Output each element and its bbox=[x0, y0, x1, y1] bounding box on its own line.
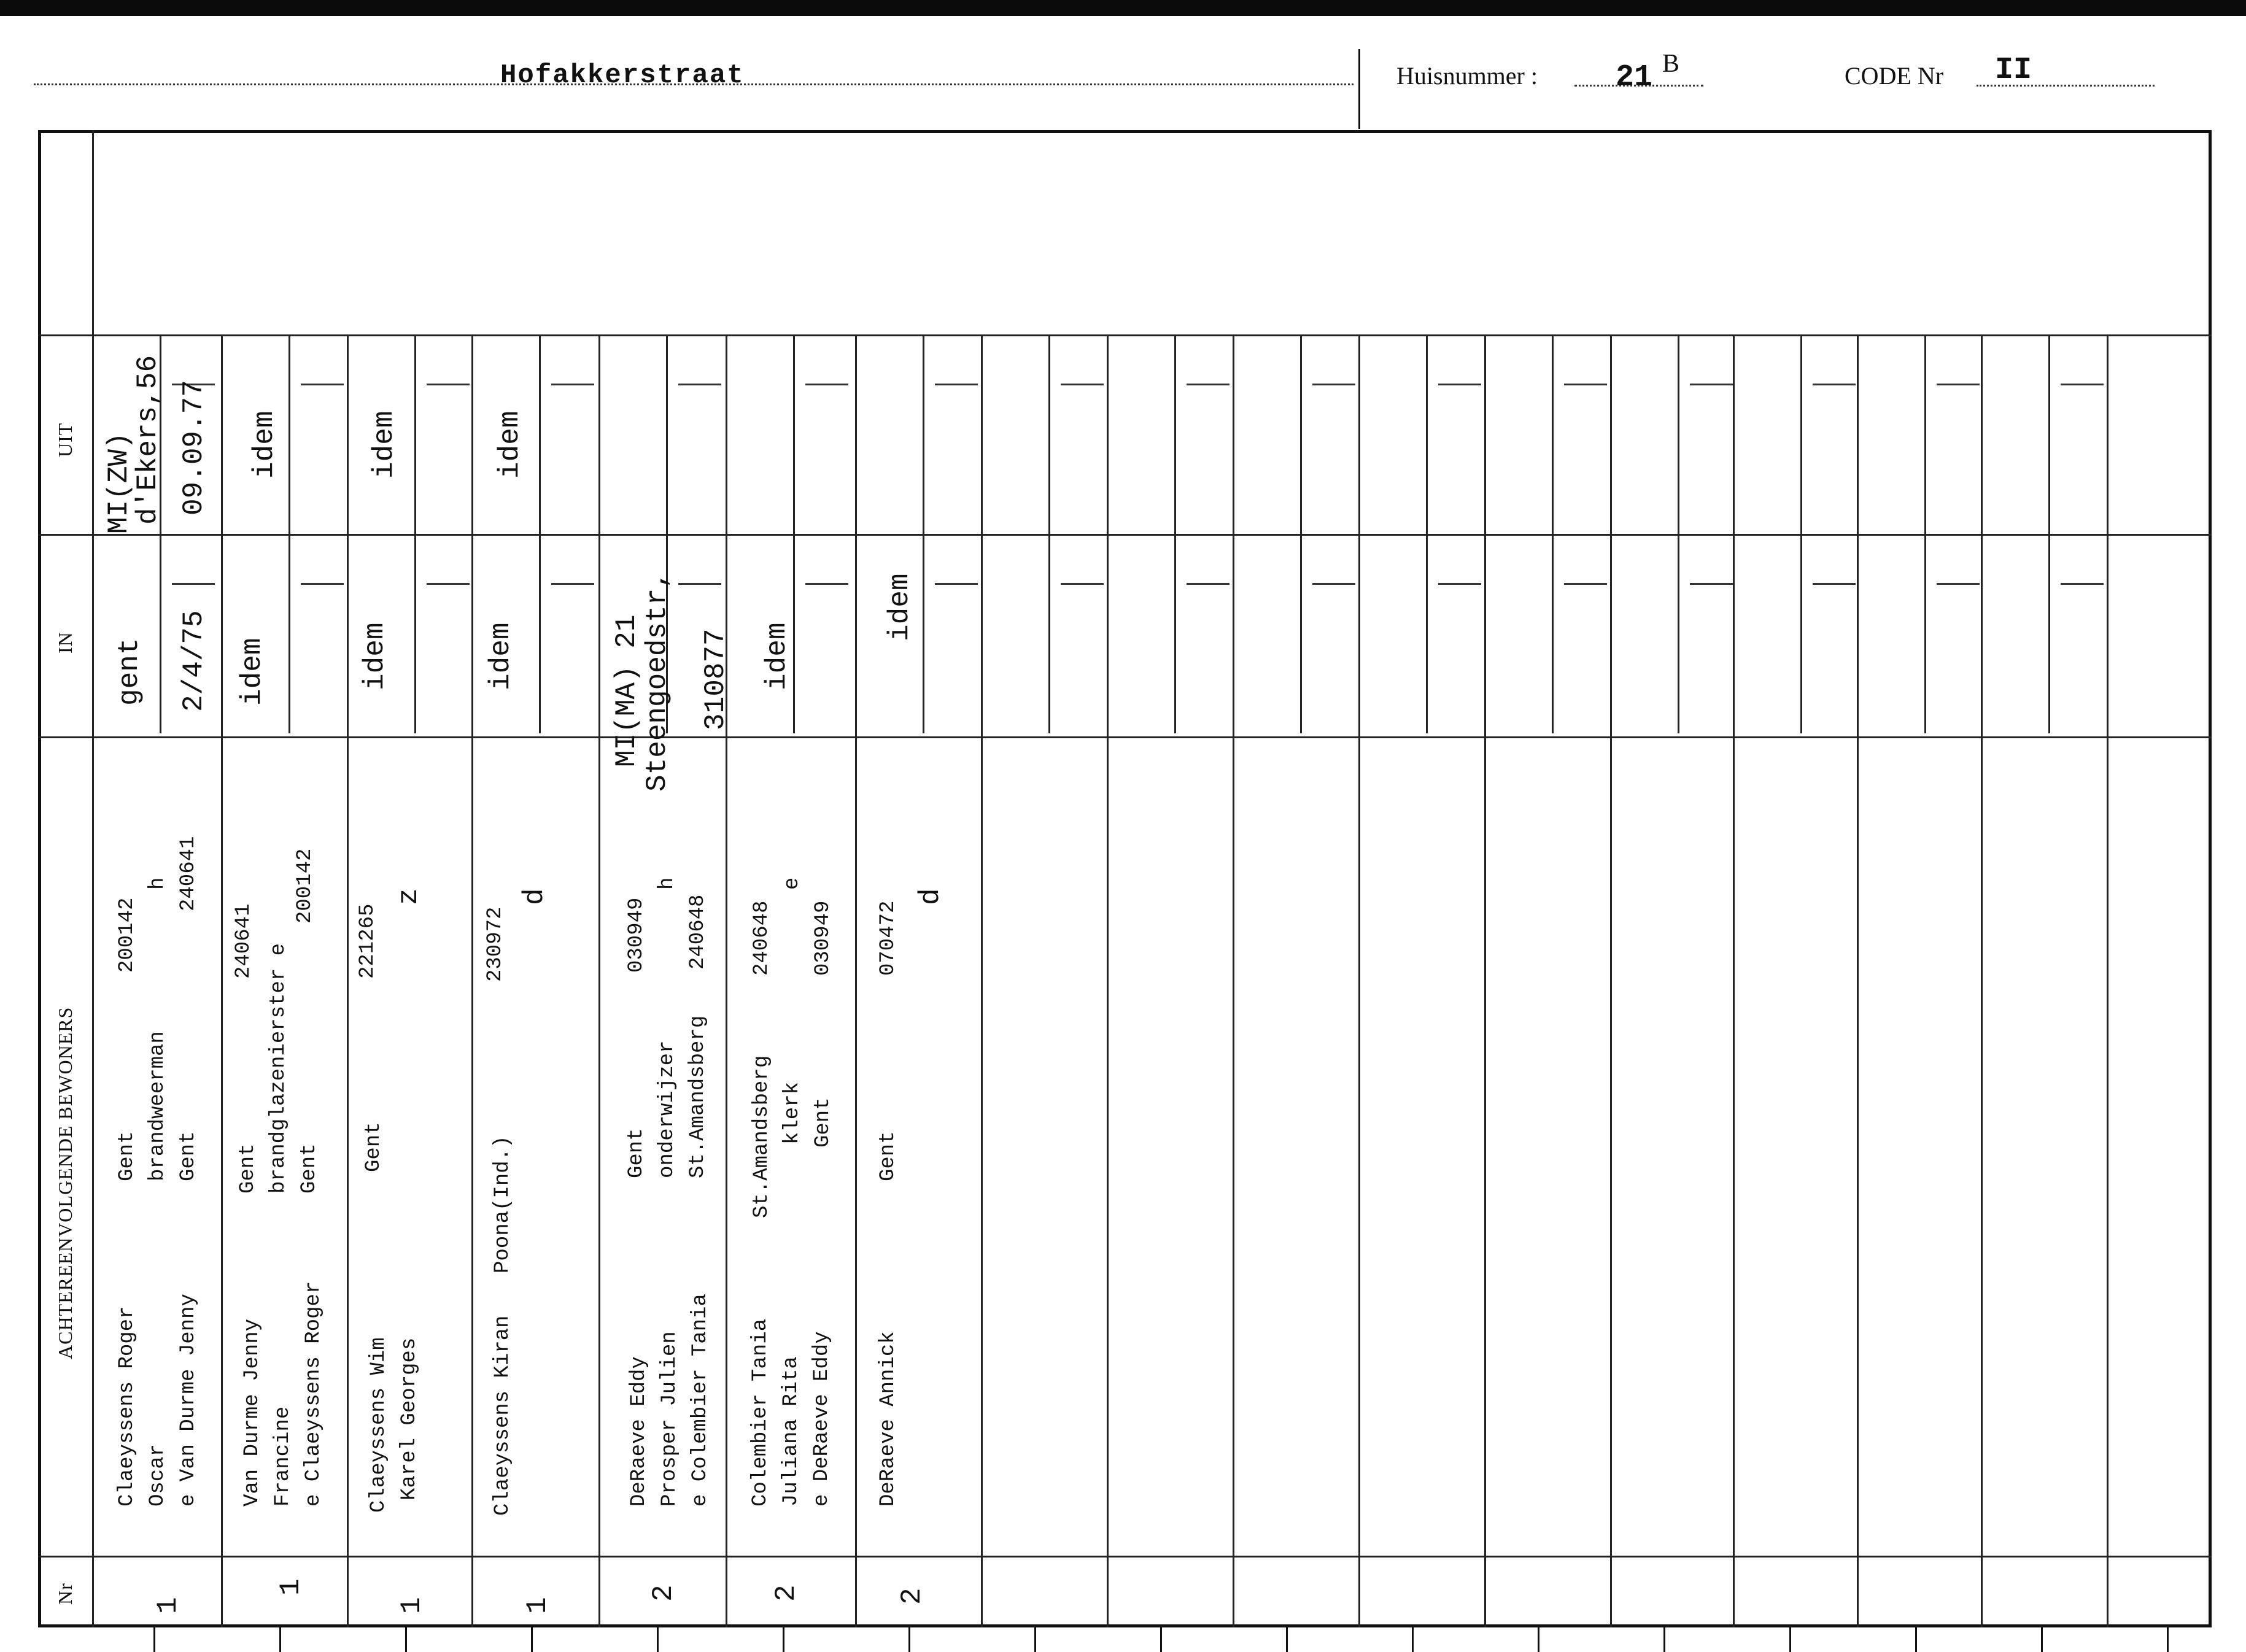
frame-bottom-tick bbox=[2167, 1627, 2169, 1652]
entry-column-divider bbox=[347, 334, 349, 1627]
uit-blank-dash bbox=[1813, 384, 1856, 385]
row2-place-2: brandglazenierster e bbox=[267, 943, 290, 1194]
uit-sub-divider bbox=[1678, 334, 1679, 534]
row1-name-3: e Van Durme Jenny bbox=[177, 1294, 200, 1507]
row2-code-3: 200142 bbox=[293, 848, 317, 924]
row2-uit: idem bbox=[249, 411, 281, 479]
row2-in: idem bbox=[236, 638, 268, 706]
nr-top-line bbox=[38, 1556, 2212, 1557]
uit-blank-dash bbox=[301, 384, 344, 385]
row2-place-1: Gent bbox=[236, 1143, 260, 1194]
in-sub-divider bbox=[539, 534, 541, 733]
in-blank-dash bbox=[1690, 583, 1733, 585]
uit-sub-divider bbox=[793, 334, 795, 534]
row1-place-3: Gent bbox=[177, 1131, 200, 1181]
in-sub-divider bbox=[160, 534, 161, 733]
register-table bbox=[38, 130, 2212, 1627]
in-sub-divider bbox=[1300, 534, 1302, 733]
in-blank-dash bbox=[1061, 583, 1104, 585]
uit-sub-divider bbox=[1300, 334, 1302, 534]
row1-in-2: 2/4/75 bbox=[178, 610, 210, 712]
row6-place-3: Gent bbox=[811, 1097, 835, 1148]
row1-code-3: 240641 bbox=[177, 836, 200, 911]
in-sub-divider bbox=[1174, 534, 1176, 733]
header-separator bbox=[1358, 49, 1360, 129]
in-sub-divider bbox=[1048, 534, 1050, 733]
in-blank-dash bbox=[427, 583, 470, 585]
uit-top-line bbox=[38, 334, 2212, 336]
row6-name-1: Colembier Tania bbox=[749, 1318, 772, 1507]
in-sub-divider bbox=[1800, 534, 1802, 733]
row2-place-3: Gent bbox=[298, 1143, 321, 1194]
uit-sub-divider bbox=[414, 334, 416, 534]
row5-place-3: St.Amandsberg bbox=[686, 1015, 710, 1178]
row4-uit: idem bbox=[494, 411, 526, 479]
uit-blank-dash bbox=[1690, 384, 1733, 385]
row4-place-1: Poona(Ind.) bbox=[491, 1135, 514, 1273]
uit-sub-divider bbox=[1552, 334, 1554, 534]
row7-place-1: Gent bbox=[877, 1131, 900, 1181]
in-sub-divider bbox=[1678, 534, 1679, 733]
entry-column-divider bbox=[1857, 334, 1859, 1627]
row2-code-1: 240641 bbox=[232, 903, 255, 979]
row3-code-1: 221265 bbox=[356, 903, 379, 979]
row5-name-2: Prosper Julien bbox=[658, 1331, 681, 1507]
row6-nr: 2 bbox=[770, 1584, 802, 1602]
frame-bottom-tick bbox=[1034, 1627, 1036, 1652]
in-blank-dash bbox=[1564, 583, 1607, 585]
frame-bottom-tick bbox=[1538, 1627, 1539, 1652]
uit-blank-dash bbox=[1438, 384, 1481, 385]
row6-name-3: e DeRaeve Eddy bbox=[810, 1331, 834, 1507]
uit-blank-dash bbox=[427, 384, 470, 385]
row1-name-2: Oscar bbox=[146, 1443, 169, 1507]
row1-uit-3: 09.09.77 bbox=[178, 380, 210, 515]
row7-in: idem bbox=[884, 573, 916, 641]
in-sub-divider bbox=[793, 534, 795, 733]
row6-code-3: 030949 bbox=[811, 900, 835, 976]
uit-blank-dash bbox=[935, 384, 978, 385]
frame-bottom-tick bbox=[1915, 1627, 1917, 1652]
entry-column-divider bbox=[1484, 334, 1486, 1627]
in-blank-dash bbox=[935, 583, 978, 585]
row4-code-1: 230972 bbox=[484, 906, 507, 982]
in-blank-dash bbox=[172, 583, 215, 585]
scan-top-edge bbox=[0, 0, 2246, 16]
row5-name-1: DeRaeve Eddy bbox=[627, 1356, 651, 1507]
col-header-bewoners: ACHTEREENVOLGENDE BEWONERS bbox=[54, 1006, 76, 1359]
in-sub-divider bbox=[2048, 534, 2050, 733]
in-sub-divider bbox=[1552, 534, 1554, 733]
col-header-nr: Nr bbox=[54, 1583, 76, 1605]
in-sub-divider bbox=[923, 534, 924, 733]
row4-in: idem bbox=[485, 622, 517, 690]
in-blank-dash bbox=[1813, 583, 1856, 585]
in-blank-dash bbox=[1187, 583, 1229, 585]
uit-blank-dash bbox=[1187, 384, 1229, 385]
row1-uit-2: d'Ekers,56 bbox=[132, 355, 164, 525]
row5-in-1: MI(MA) 21 bbox=[611, 614, 643, 767]
row4-nr: 1 bbox=[522, 1597, 554, 1614]
row3-uit: idem bbox=[368, 411, 400, 479]
row6-place-2: klerk bbox=[781, 1081, 804, 1144]
uit-sub-divider bbox=[923, 334, 924, 534]
row6-code-2: e bbox=[781, 877, 804, 890]
row7-code-1: 070472 bbox=[877, 900, 900, 976]
uit-blank-dash bbox=[805, 384, 848, 385]
uit-sub-divider bbox=[288, 334, 290, 534]
row1-code-2: h bbox=[146, 877, 169, 890]
entry-column-divider bbox=[981, 334, 983, 1627]
row5-place-1: Gent bbox=[625, 1128, 648, 1178]
entry-column-divider bbox=[726, 334, 727, 1627]
row5-in-3: 310877 bbox=[700, 628, 732, 730]
row7-name-1: DeRaeve Annick bbox=[877, 1331, 900, 1507]
in-blank-dash bbox=[1937, 583, 1980, 585]
row6-in: idem bbox=[761, 622, 793, 690]
frame-bottom-tick bbox=[657, 1627, 659, 1652]
in-blank-dash bbox=[805, 583, 848, 585]
row5-nr: 2 bbox=[648, 1584, 680, 1602]
frame-bottom-tick bbox=[783, 1627, 784, 1652]
label-column-divider bbox=[92, 130, 94, 1627]
row6-name-2: Juliana Rita bbox=[780, 1356, 803, 1507]
uit-blank-dash bbox=[2061, 384, 2104, 385]
row5-code-2: h bbox=[656, 877, 679, 890]
row1-place-1: Gent bbox=[115, 1131, 139, 1181]
frame-bottom-tick bbox=[279, 1627, 281, 1652]
uit-blank-dash bbox=[678, 384, 721, 385]
row3-place-1: Gent bbox=[362, 1122, 385, 1172]
col-header-in: IN bbox=[54, 631, 76, 654]
in-blank-dash bbox=[301, 583, 344, 585]
street-name: Hofakkerstraat bbox=[500, 60, 745, 91]
in-blank-dash bbox=[678, 583, 721, 585]
row5-in-2: Steengoedstr, bbox=[641, 571, 673, 792]
uit-sub-divider bbox=[1924, 334, 1926, 534]
uit-sub-divider bbox=[2048, 334, 2050, 534]
row7-code-2: d bbox=[915, 888, 947, 905]
entry-column-divider bbox=[1733, 334, 1735, 1627]
in-blank-dash bbox=[1312, 583, 1355, 585]
row4-name-1: Claeyssens Kiran bbox=[491, 1315, 514, 1516]
in-sub-divider bbox=[414, 534, 416, 733]
row1-in-1: gent bbox=[114, 638, 145, 706]
entry-column-divider bbox=[1981, 334, 1983, 1627]
entry-column-divider bbox=[598, 334, 600, 1627]
uit-sub-divider bbox=[1800, 334, 1802, 534]
row3-nr: 1 bbox=[396, 1597, 428, 1614]
entry-column-divider bbox=[221, 334, 223, 1627]
row5-code-1: 030949 bbox=[625, 897, 648, 973]
frame-bottom-tick bbox=[153, 1627, 155, 1652]
in-top-line bbox=[38, 534, 2212, 536]
entry-column-divider bbox=[855, 334, 857, 1627]
row1-code-1: 200142 bbox=[115, 897, 139, 973]
uit-blank-dash bbox=[1312, 384, 1355, 385]
entry-column-divider bbox=[2107, 334, 2109, 1627]
in-sub-divider bbox=[1426, 534, 1428, 733]
entry-column-divider bbox=[1610, 334, 1612, 1627]
row2-name-2: Francine bbox=[271, 1406, 295, 1507]
code-label: CODE Nr bbox=[1845, 62, 1944, 90]
row2-name-3: e Claeyssens Roger bbox=[302, 1281, 325, 1507]
entry-column-divider bbox=[1233, 334, 1234, 1627]
in-blank-dash bbox=[551, 583, 594, 585]
row3-name-1: Claeyssens Wim bbox=[367, 1337, 390, 1513]
row7-nr: 2 bbox=[896, 1588, 928, 1605]
entry-column-divider bbox=[1107, 334, 1109, 1627]
row5-place-2: onderwijzer bbox=[656, 1040, 679, 1178]
row3-name-2: Karel Georges bbox=[398, 1337, 421, 1500]
uit-blank-dash bbox=[551, 384, 594, 385]
row4-code-2: d bbox=[519, 888, 551, 905]
frame-bottom-tick bbox=[1286, 1627, 1288, 1652]
frame-bottom-tick bbox=[531, 1627, 533, 1652]
frame-bottom-tick bbox=[1663, 1627, 1665, 1652]
frame-bottom-tick bbox=[1789, 1627, 1791, 1652]
row3-code-2: z bbox=[393, 888, 425, 905]
entry-column-divider bbox=[471, 334, 473, 1627]
row1-uit-1: MI(ZW) bbox=[103, 432, 135, 534]
row6-place-1: St.Amandsberg bbox=[750, 1055, 773, 1218]
uit-sub-divider bbox=[1426, 334, 1428, 534]
uit-blank-dash bbox=[1937, 384, 1980, 385]
entry-column-divider bbox=[1358, 334, 1360, 1627]
uit-sub-divider bbox=[1048, 334, 1050, 534]
in-sub-divider bbox=[288, 534, 290, 733]
huisnummer-suffix: B bbox=[1662, 50, 1680, 78]
uit-sub-divider bbox=[539, 334, 541, 534]
row2-name-1: Van Durme Jenny bbox=[241, 1318, 264, 1507]
frame-bottom-tick bbox=[1412, 1627, 1414, 1652]
frame-bottom-tick bbox=[908, 1627, 910, 1652]
row1-nr: 1 bbox=[152, 1597, 184, 1614]
in-sub-divider bbox=[1924, 534, 1926, 733]
bewoners-top-line bbox=[38, 736, 2212, 738]
frame-bottom-tick bbox=[2041, 1627, 2043, 1652]
row3-in: idem bbox=[359, 622, 391, 690]
huisnummer-value: 21 bbox=[1616, 60, 1653, 95]
row5-name-3: e Colembier Tania bbox=[689, 1294, 712, 1507]
huisnummer-label: Huisnummer : bbox=[1396, 62, 1538, 90]
in-blank-dash bbox=[1438, 583, 1481, 585]
uit-blank-dash bbox=[1061, 384, 1104, 385]
row2-nr: 1 bbox=[275, 1578, 307, 1596]
in-blank-dash bbox=[2061, 583, 2104, 585]
frame-bottom-tick bbox=[1160, 1627, 1162, 1652]
uit-sub-divider bbox=[666, 334, 668, 534]
code-value: II bbox=[1995, 53, 2032, 88]
uit-sub-divider bbox=[1174, 334, 1176, 534]
row6-code-1: 240648 bbox=[750, 900, 773, 976]
frame-bottom-tick bbox=[405, 1627, 407, 1652]
uit-blank-dash bbox=[1564, 384, 1607, 385]
row1-place-2: brandweerman bbox=[146, 1031, 169, 1181]
row1-name-1: Claeyssens Roger bbox=[115, 1306, 139, 1507]
col-header-uit: UIT bbox=[54, 422, 76, 457]
row5-code-3: 240648 bbox=[686, 894, 710, 970]
